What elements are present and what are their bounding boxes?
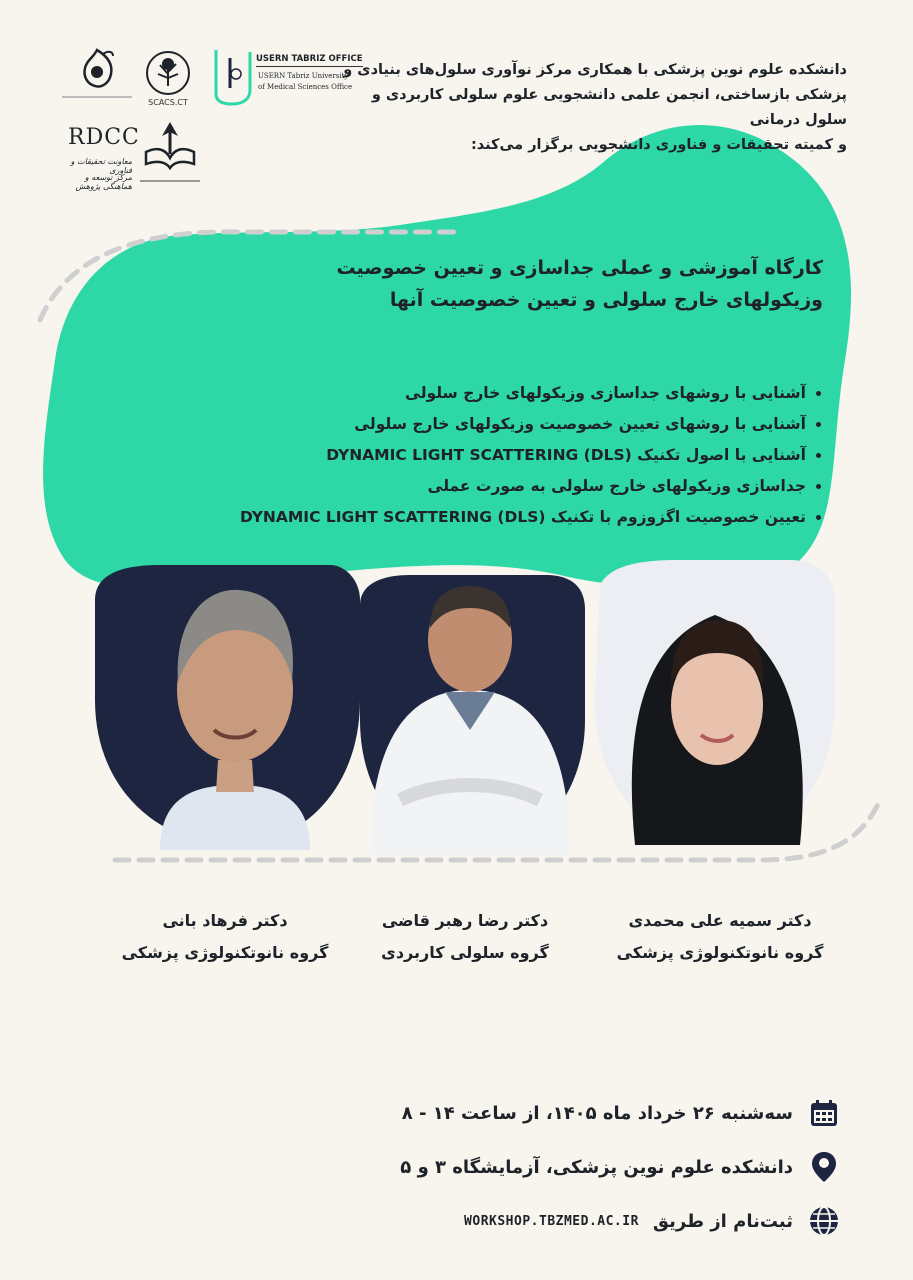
date-row [402,1096,841,1130]
usern-sub1: USERN Tabriz University [258,72,349,80]
usern-title: USERN TABRIZ OFFICE [256,54,363,67]
logo-student-research [140,118,200,190]
tree-emblem-icon [143,50,193,96]
calendar-icon [807,1096,841,1130]
speaker-3-group: گروه نانوتکنولوژی پزشکی [616,943,824,962]
header-line-3: و کمیته تحقیقات و فناوری دانشجویی برگزار می‌کند: [470,137,847,153]
title-line-2: وزیکولهای خارج سلولی و تعیین خصوصیت آنها [389,289,823,311]
location-pin-icon [807,1150,841,1184]
title-line-1: کارگاه آموزشی و عملی جداسازی و تعیین خصوصیت [336,257,823,279]
topic-item: آشنایی با اصول تکنیک (DYNAMIC LIGHT SCATTERING (DLS [141,440,821,471]
header-text [327,58,847,158]
header-line-1: دانشکده علوم نوین پزشکی با همکاری مرکز نوآوری سلول‌های بنیادی و [343,62,847,78]
rdcc-mark: RDCC [68,125,140,150]
workshop-title [183,252,823,316]
topic-item: آشنایی با روشهای تعیین خصوصیت وزیکولهای خارج سلولی [141,409,821,440]
rdcc-sub2: مرکز توسعه و هماهنگی پژوهش [75,173,132,191]
speaker-photo-1 [150,570,320,850]
speaker-2-group: گروه سلولی کاربردی [381,943,549,962]
bullet-icon [816,515,821,520]
book-pen-emblem-icon [140,118,200,178]
logo-usern [208,44,363,108]
logo-rdcc [62,125,140,197]
register-url-link[interactable]: WORKSHOP.TBZMED.AC.IR [464,1213,639,1229]
header-line-2: پزشکی بازساختی، انجمن علمی دانشجویی علوم سلولی کاربردی و سلول درمانی [371,87,847,128]
scacs-caption: SCACS.CT [148,98,188,107]
student-research-caption-line [140,180,200,182]
bullet-icon [816,391,821,396]
speaker-1-group: گروه نانوتکنولوژی پزشکی [121,943,329,962]
bullet-icon [816,484,821,489]
bullet-icon [816,453,821,458]
bullet-icon [816,422,821,427]
speaker-3-name: دکتر سمیه علی محمدی [628,911,812,930]
speaker-photo-3 [615,585,815,845]
speaker-card-1 [115,905,335,969]
location-text: دانشکده علوم نوین پزشکی، آزمایشگاه ۳ و ۵ [400,1156,793,1178]
topic-item: آشنایی با روشهای جداسازی وزیکولهای خارج سلولی [141,378,821,409]
cell-drop-icon [75,46,119,90]
topic-item: جداسازی وزیکولهای خارج سلولی به صورت عملی [141,471,821,502]
stem-cell-caption-line [62,96,132,98]
speaker-card-3 [600,905,840,969]
date-text: سه‌شنبه ۲۶ خرداد ماه ۱۴۰۵، از ساعت ۱۴ - ۸ [401,1102,793,1124]
rdcc-sub1: معاونت تحقیقات و فناوری [70,157,132,175]
logo-scacs [140,50,196,108]
usern-mark-icon [208,44,258,108]
logo-stem-cell-center [62,46,132,108]
topic-list [141,378,821,533]
globe-icon [807,1204,841,1238]
location-row [400,1150,841,1184]
topic-item: تعیین خصوصیت اگزوزوم با تکنیک (DYNAMIC LIGHT SCATTERING (DLS [141,502,821,533]
usern-sub2: of Medical Sciences Office [258,83,353,91]
speaker-1-name: دکتر فرهاد بانی [162,911,288,930]
register-row [464,1204,841,1238]
speaker-photo-2 [360,580,580,855]
register-label: ثبت‌نام از طریق [652,1210,793,1232]
speaker-card-2 [355,905,575,969]
speaker-2-name: دکتر رضا رهبر قاضی [381,911,549,930]
